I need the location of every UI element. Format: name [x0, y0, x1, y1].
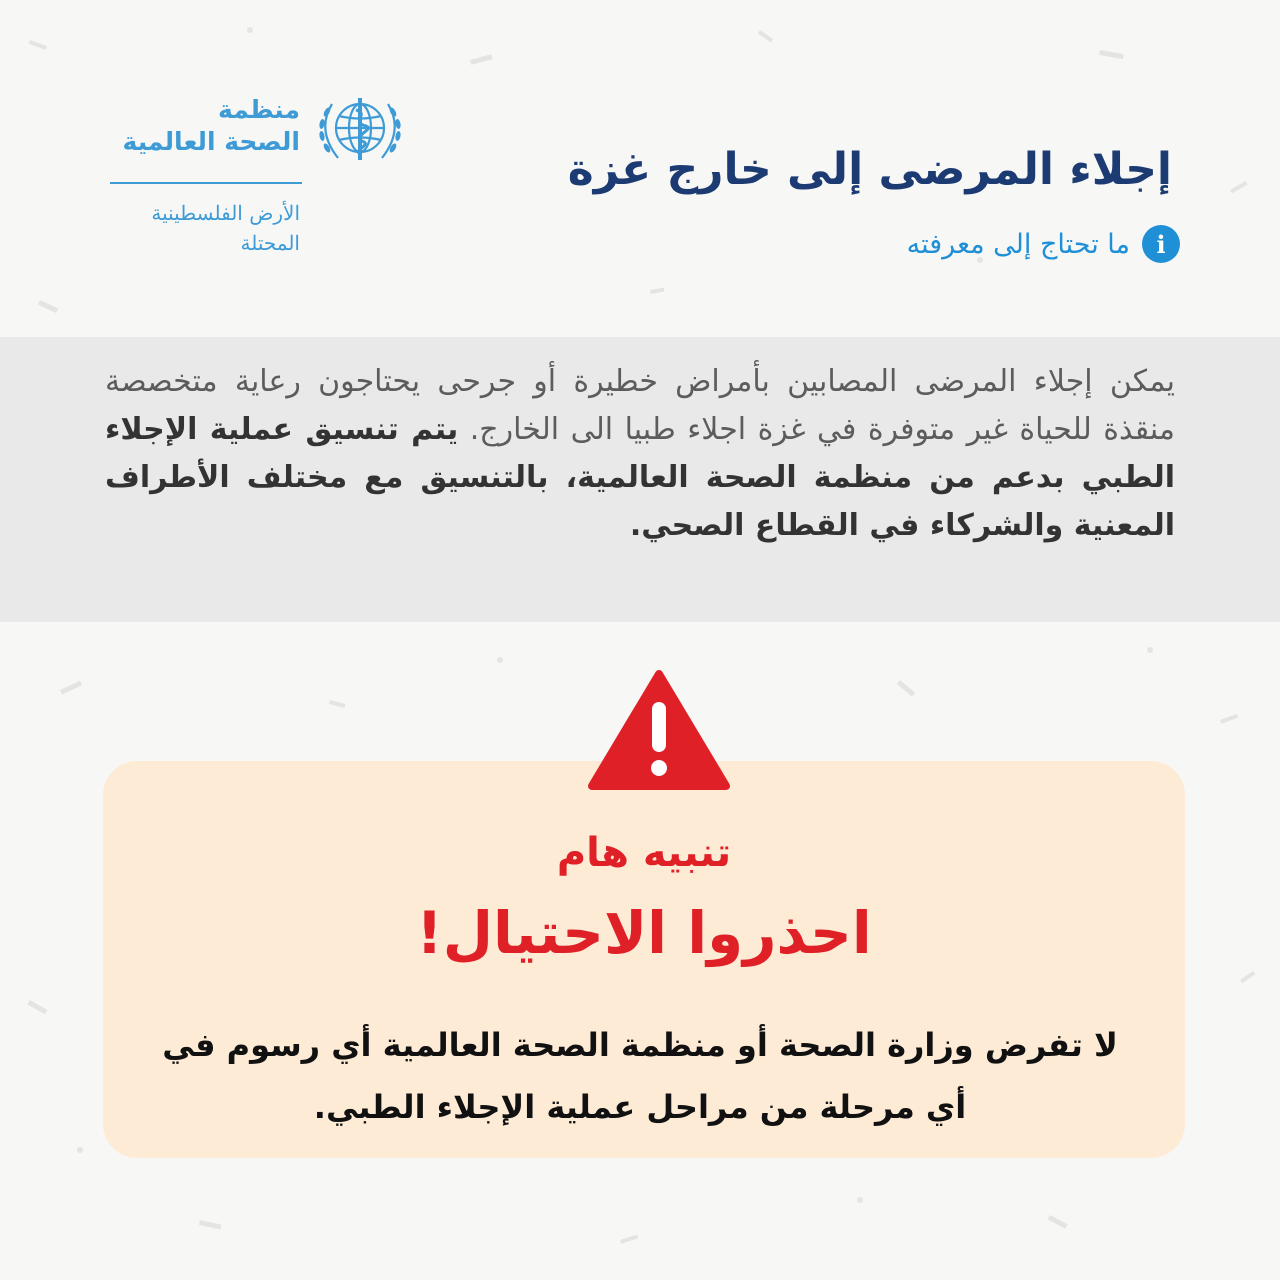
- warning-headline: احذروا الاحتيال!: [416, 899, 872, 967]
- region-name: الأرض الفلسطينية المحتلة: [151, 201, 300, 255]
- page-title: إجلاء المرضى إلى خارج غزة: [567, 144, 1172, 195]
- subtitle: ما تحتاج إلى معرفته: [906, 228, 1130, 260]
- intro-text-bold: يتم تنسيق عملية الإجلاء الطبي بدعم من منظمة الصحة العالمية، بالتنسيق مع مختلف الأطراف المعنية والشركاء في القطاع الصحي.: [105, 412, 1175, 543]
- who-emblem-icon: [310, 88, 410, 172]
- info-icon: i: [1142, 225, 1180, 263]
- intro-text-regular: يمكن إجلاء المرضى المصابين بأمراض خطيرة أو جرحى يحتاجون رعاية متخصصة منقذة للحياة غير متوفرة في غزة اجلاء طبيا الى الخارج.: [105, 364, 1175, 447]
- intro-paragraph: [105, 358, 1175, 550]
- warning-triangle-icon: [588, 668, 730, 790]
- subtitle-row: [907, 224, 1180, 264]
- logo-divider: [110, 182, 302, 184]
- org-name: منظمة الصحة العالمية: [122, 95, 300, 156]
- warning-body: لا تفرض وزارة الصحة أو منظمة الصحة العالمية أي رسوم في أي مرحلة من مراحل عملية الإجلاء الطبي.: [162, 1026, 1118, 1126]
- who-logo: [100, 80, 420, 280]
- warning-label: تنبيه هام: [556, 830, 732, 876]
